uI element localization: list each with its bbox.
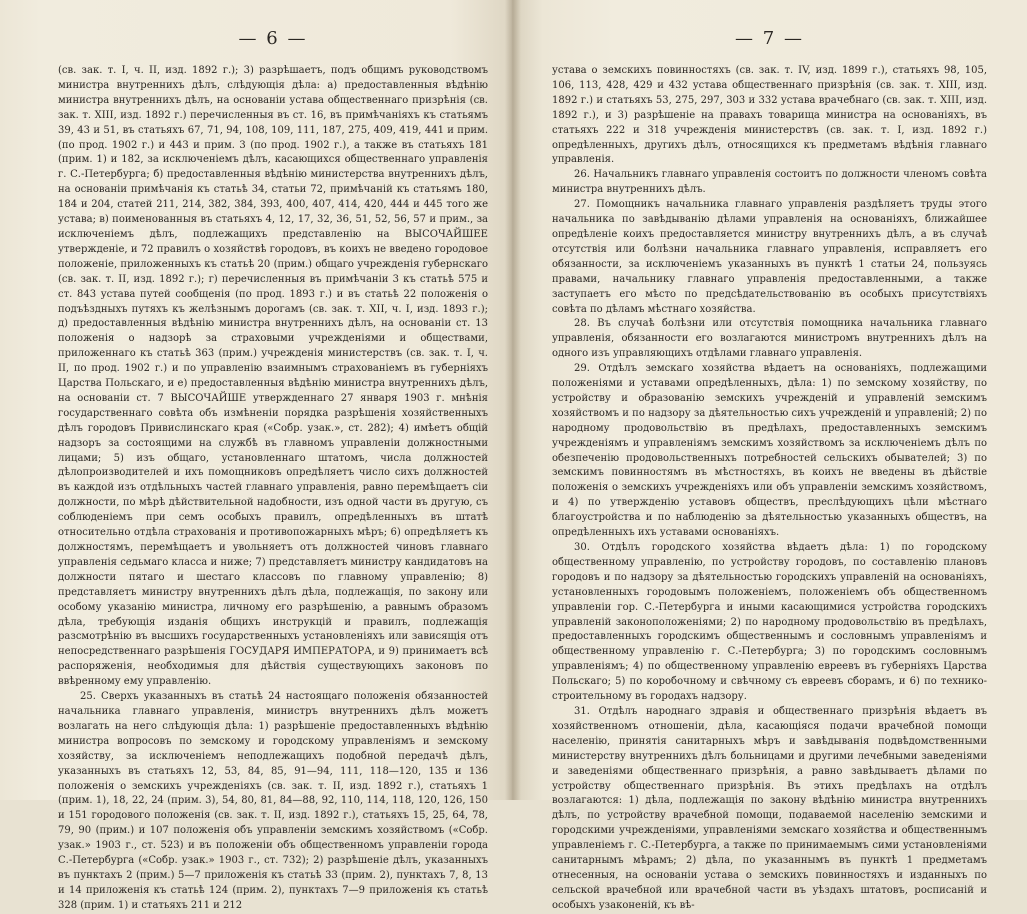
page-body xyxy=(552,64,987,914)
paragraph: (св. зак. т. I, ч. II, изд. 1892 г.); 3) разрѣшаетъ, подъ общимъ руководствомъ министра внутреннихъ дѣлъ, слѣдующія дѣла: а) предоставленныя вѣдѣнію министра внутреннихъ дѣлъ, на основаніи устава общественнаго призрѣнія (св. зак. т. XIII, изд. 1892 г.) перечисленныя въ ст. 16, въ примѣчаніяхъ къ статьямъ 39, 43 и 51, въ статьяхъ 67, 71, 94, 108, 109, 111, 187, 275, 409, 419, 441 и прим. (по прод. 1902 г.) и 443 и прим. 3 (по прод. 1902 г.), а также въ статьяхъ 181 (прим. 1) и 182, за исключеніемъ дѣлъ, касающихся общественнаго управленія г. С.-Петербурга; б) предоставленныя вѣдѣнію министерства внутреннихъ дѣлъ, на основаніи примѣчанія къ статьѣ 34, статьи 72, примѣчаній къ статьямъ 180, 184 и 204, статей 211, 214, 382, 384, 393, 400, 407, 414, 420, 444 и 445 того же устава; в) поименованныя въ статьяхъ 4, 12, 17, 32, 36, 51, 52, 56, 57 и прим., за исключеніемъ дѣлъ, подлежащихъ представленію на ВЫСОЧАЙШЕЕ утвержденіе, и 72 правилъ о хозяйствѣ городовъ, въ коихъ не введено городовое положеніе, приложенныхъ къ статьѣ 20 (прим.) общаго учрежденія губернскаго (св. зак. т. II, изд. 1892 г.); г) перечисленныя въ примѣчаніи 3 къ статьѣ 575 и ст. 843 устава путей сообщенія (по прод. 1893 г.) и въ статьѣ 22 положенія о подъѣздныхъ путяхъ къ желѣзнымъ дорогамъ (св. зак. т. XII, ч. I, изд. 1893 г.); д) предоставленныя вѣдѣнію министра внутреннихъ дѣлъ, на основаніи ст. 13 положенія о надзорѣ за страховыми учрежденіями и обществами, приложеннаго къ статьѣ 363 (прим.) учрежденія министерствъ (св. зак. т. I, ч. II, по прод. 1902 г.) и по управленію взаимнымъ страхованіемъ въ губерніяхъ Царства Польскаго, и е) предоставленныя вѣдѣнію министра внутреннихъ дѣлъ, на основаніи ст. 7 ВЫСОЧАЙШЕ утвержденнаго 27 января 1903 г. мнѣнія государственнаго совѣта объ измѣненіи порядка разрѣшенія хозяйственныхъ дѣлъ городовъ Привислинскаго края («Собр. узак.», ст. 282); 4) имѣетъ общій надзоръ за состоящими на службѣ въ главномъ управленіи должностными лицами; 5) изъ общаго, установленнаго штатомъ, числа должностей дѣлопроизводителей и ихъ помощниковъ опредѣляетъ число сихъ должностей въ каждой изъ отдѣльныхъ частей главнаго управленія, равно перемѣщаетъ сіи должности, по мѣрѣ дѣйствительной надобности, изъ одной части въ другую, съ соблюденіемъ при семъ особыхъ правилъ, опредѣленныхъ въ штатѣ относительно отдѣла страхованія и противопожарныхъ мѣръ; 6) опредѣляетъ къ должностямъ, перемѣщаетъ и увольняетъ отъ должностей чиновъ главнаго управленія седьмаго класса и ниже; 7) представляетъ министру кандидатовъ на должности пятаго и шестаго классовъ по главному управленію; 8) представляетъ министру внутреннихъ дѣлъ дѣла, подлежащія, по закону или особому указанію министра, личному его разрѣшенію, а равнымъ образомъ дѣла, требующія изданія общихъ инструкцій и правилъ, подлежащія разсмотрѣнію въ высшихъ государственныхъ установленіяхъ или зависящія отъ непосредственнаго разрѣшенія ГОСУДАРЯ ИМПЕРАТОРА, и 9) принимаетъ всѣ распоряженія, необходимыя для дѣйствія существующихъ законовъ по ввѣренному ему управленію. xyxy=(58,65,488,688)
paragraph: 28. Въ случаѣ болѣзни или отсутствія помощника начальника главнаго управленія, обязанности его возлагаются министромъ внутреннихъ дѣлъ на одного изъ управляющихъ отдѣлами главнаго управленія. xyxy=(552,318,987,360)
page-number: — 6 — xyxy=(238,28,308,49)
paragraph: 31. Отдѣлъ народнаго здравія и общественнаго призрѣнія вѣдаетъ въ хозяйственномъ отношеніи, дѣла, касающіяся подачи врачебной помощи населенію, принятія санитарныхъ мѣръ и завѣдыванія подвѣдомственными министерству внутреннихъ дѣлъ больницами и другими лечебными заведеніями и заведеніями общественнаго призрѣнія, а равно завѣдываетъ дѣлами по устройству общественнаго призрѣнія. Въ этихъ предѣлахъ на отдѣлъ возлагаются: 1) дѣла, подлежащія по закону вѣдѣнію министра внутреннихъ дѣлъ, по устройству врачебной помощи, подаваемой населенію земскими и городскими учрежденіями, управленіями земскаго хозяйства и общественнымъ управленіемъ г. С.-Петербурга, а также по принимаемымъ сими установленіями санитарнымъ мѣрамъ; 2) дѣла, по указаннымъ въ пунктѣ 1 предметамъ отнесенныя, на основаніи устава о земскихъ повинностяхъ и изданныхъ по сельской врачебной или врачебной части въ уѣздахъ штатовъ, росписаній и особыхъ узаконеній, къ вѣ- xyxy=(552,705,987,911)
page-body xyxy=(58,64,488,914)
right-page xyxy=(512,0,1027,911)
left-page xyxy=(0,0,512,911)
paragraph: 29. Отдѣлъ земскаго хозяйства вѣдаетъ на основаніяхъ, подлежащими положеніями и уставами опредѣленныхъ, дѣла: 1) по земскому хозяйству, по устройству и образованію земскихъ учрежденій и управленій земскимъ хозяйствомъ и по надзору за дѣятельностью сихъ учрежденій и управленій; 2) по народному продовольствію въ предѣлахъ, предоставленныхъ земскимъ учрежденіямъ и управленіямъ земскимъ хозяйствомъ за исключеніемъ дѣлъ по обезпеченію продовольственныхъ потребностей сельскихъ обывателей; 3) по земскимъ повинностямъ въ мѣстностяхъ, въ коихъ не введены въ дѣйствіе положенія о земскихъ учрежденіяхъ или объ управленіи земскимъ хозяйствомъ, и 4) по утвержденію уставовъ обществъ, преслѣдующихъ цѣли мѣстнаго благоустройства и по наблюденію за дѣятельностью указанныхъ обществъ, на опредѣленныхъ ихъ уставами основаніяхъ. xyxy=(552,363,987,539)
page-number: — 7 — xyxy=(735,28,804,49)
paragraph: 25. Сверхъ указанныхъ въ статьѣ 24 настоящаго положенія обязанностей начальника главнаго управленія, министръ внутреннихъ дѣлъ можетъ возлагать на него слѣдующія дѣла: 1) разрѣшеніе предоставленныхъ вѣдѣнію министра вопросовъ по земскому и городскому управленіямъ и земскому хозяйству, за исключеніемъ неподлежащихъ подобной передачѣ дѣлъ, указанныхъ въ статьяхъ 12, 53, 84, 85, 91—94, 111, 118—120, 135 и 136 положенія о земскихъ учрежденіяхъ (св. зак. т. II, изд. 1892 г.), статьяхъ 1 (прим. 1), 18, 22, 24 (прим. 3), 54, 80, 81, 84—88, 92, 110, 114, 118, 120, 126, 150 и 151 городового положенія (св. зак. т. II, изд. 1892 г.), статьяхъ 15, 25, 64, 78, 79, 90 (прим.) и 107 положенія объ управленіи земскимъ хозяйствомъ («Собр. узак.» 1903 г., ст. 523) и въ положеніи объ общественномъ управленіи города С.-Петербурга («Собр. узак.» 1903 г., ст. 732); 2) разрѣшеніе дѣлъ, указанныхъ въ пунктахъ 2 (прим.) 5—7 приложенія къ статьѣ 33 (прим. 2), пунктахъ 7, 8, 13 и 14 приложенія къ статьѣ 124 (прим. 2), пунктахъ 7—9 приложенія къ статьѣ 328 (прим. 1) и статьяхъ 211 и 212 xyxy=(58,691,488,911)
paragraph: 27. Помощникъ начальника главнаго управленія раздѣляетъ труды этого начальника по завѣдыванію дѣлами управленія на основаніяхъ, ближайшее опредѣленіе коихъ предоставляется министру внутреннихъ дѣлъ, а въ случаѣ отсутствія или болѣзни начальника главнаго управленія, исправляетъ его обязанности, за исключеніемъ указанныхъ въ пунктѣ 1 статьи 24, пользуясь правами, начальнику главнаго управленія предоставленными, а также заступаетъ его мѣсто по предсѣдательствованію въ особыхъ присутствіяхъ совѣта по дѣламъ мѣстнаго хозяйства. xyxy=(552,199,987,315)
paragraph: 30. Отдѣлъ городского хозяйства вѣдаетъ дѣла: 1) по городскому общественному управленію, по устройству городовъ, по составленію плановъ городовъ и по надзору за дѣятельностью городскихъ управленій на основаніяхъ, установленныхъ городовымъ положеніемъ, положеніемъ объ общественномъ управленіи гор. С.-Петербурга и иными касающимися устройства городскихъ управленій законоположеніями; 2) по народному продовольствію въ предѣлахъ, предоставленныхъ городскимъ общественнымъ и сословнымъ управленіямъ и общественному управленію г. С.-Петербурга; 3) по городскимъ сословнымъ управленіямъ; 4) по общественному управленію евреевъ въ губерніяхъ Царства Польскаго; 5) по коробочному и свѣчному съ евреевъ сборамъ, и 6) по технико-строительному въ городахъ надзору. xyxy=(552,542,987,703)
paragraph: устава о земскихъ повинностяхъ (св. зак. т. IV, изд. 1899 г.), статьяхъ 98, 105, 106, 113, 428, 429 и 432 устава общественнаго призрѣнія (св. зак. т. XIII, изд. 1892 г.) и статьяхъ 53, 275, 297, 303 и 332 устава врачебнаго (св. зак. т. XIII, изд. 1892 г.), и 3) разрѣшеніе на правахъ товарища министра на основаніяхъ, въ статьяхъ 222 и 318 учрежденія министерствъ (св. зак. т. I, изд. 1892 г.) опредѣленныхъ, другихъ дѣлъ, относящихся къ предметамъ вѣдѣнія главнаго управленія. xyxy=(552,65,987,166)
paragraph: 26. Начальникъ главнаго управленія состоитъ по должности членомъ совѣта министра внутреннихъ дѣлъ. xyxy=(552,169,987,196)
